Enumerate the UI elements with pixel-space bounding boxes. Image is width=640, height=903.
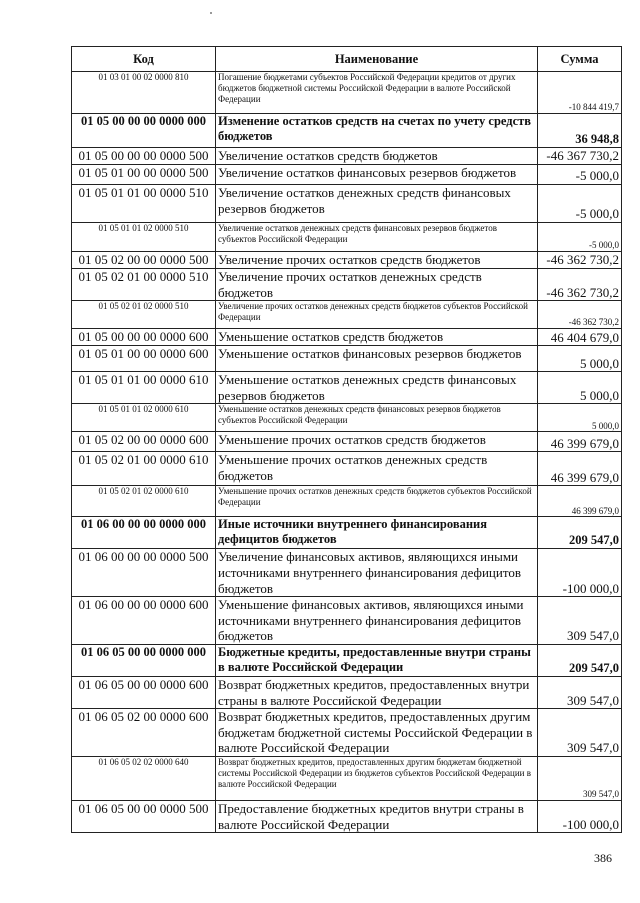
row-code: 01 05 01 01 00 0000 510	[72, 185, 216, 223]
row-sum: -46 362 730,2	[538, 301, 622, 329]
row-name: Уменьшение финансовых активов, являющихся иными источниками внутреннего финансирования дефицитов бюджетов	[216, 597, 538, 645]
row-sum: -100 000,0	[538, 800, 622, 832]
row-code: 01 05 02 00 00 0000 500	[72, 252, 216, 269]
table-row	[72, 372, 622, 404]
row-code: 01 05 00 00 00 0000 600	[72, 329, 216, 346]
table-row	[72, 269, 622, 301]
row-name: Уменьшение остатков финансовых резервов бюджетов	[216, 346, 538, 372]
row-code: 01 05 01 00 00 0000 500	[72, 165, 216, 185]
row-code: 01 03 01 00 02 0000 810	[72, 72, 216, 114]
row-sum: 5 000,0	[538, 346, 622, 372]
table-row	[72, 452, 622, 486]
table-row	[72, 517, 622, 549]
row-sum: 36 948,8	[538, 114, 622, 148]
row-sum: -5 000,0	[538, 223, 622, 252]
row-sum: -5 000,0	[538, 165, 622, 185]
row-sum: -5 000,0	[538, 185, 622, 223]
row-code: 01 05 00 00 00 0000 500	[72, 148, 216, 165]
row-name: Возврат бюджетных кредитов, предоставленных другим бюджетам бюджетной системы Российской Федерации в валюте Российской Федерации	[216, 709, 538, 757]
row-name: Увеличение прочих остатков средств бюджетов	[216, 252, 538, 269]
row-name: Увеличение прочих остатков денежных средств бюджетов субъектов Российской Федерации	[216, 301, 538, 329]
budget-sources-table	[71, 46, 622, 833]
row-code: 01 05 01 00 00 0000 600	[72, 346, 216, 372]
table-row	[72, 486, 622, 517]
row-code: 01 06 00 00 00 0000 600	[72, 597, 216, 645]
row-sum: -46 362 730,2	[538, 252, 622, 269]
row-name: Изменение остатков средств на счетах по учету средств бюджетов	[216, 114, 538, 148]
row-name: Иные источники внутреннего финансирования дефицитов бюджетов	[216, 517, 538, 549]
row-name: Увеличение прочих остатков денежных средств бюджетов	[216, 269, 538, 301]
row-sum: -10 844 419,7	[538, 72, 622, 114]
table-row	[72, 644, 622, 676]
row-name: Уменьшение прочих остатков денежных средств бюджетов субъектов Российской Федерации	[216, 486, 538, 517]
row-sum: 309 547,0	[538, 709, 622, 757]
table-row	[72, 709, 622, 757]
table-row	[72, 756, 622, 800]
row-name: Уменьшение остатков средств бюджетов	[216, 329, 538, 346]
row-name: Уменьшение остатков денежных средств финансовых резервов бюджетов	[216, 372, 538, 404]
page-number: 386	[594, 851, 612, 865]
row-name: Увеличение остатков денежных средств финансовых резервов бюджетов субъектов Российской Федерации	[216, 223, 538, 252]
row-sum: 309 547,0	[538, 756, 622, 800]
row-sum: 46 404 679,0	[538, 329, 622, 346]
table-row	[72, 185, 622, 223]
row-code: 01 06 00 00 00 0000 000	[72, 517, 216, 549]
row-code: 01 05 02 01 00 0000 510	[72, 269, 216, 301]
row-name: Бюджетные кредиты, предоставленные внутри страны в валюте Российской Федерации	[216, 644, 538, 676]
row-name: Возврат бюджетных кредитов, предоставленных внутри страны в валюте Российской Федерации	[216, 676, 538, 708]
row-name: Уменьшение остатков денежных средств финансовых резервов бюджетов субъектов Российской Федерации	[216, 404, 538, 432]
row-code: 01 05 01 01 00 0000 610	[72, 372, 216, 404]
table-row	[72, 114, 622, 148]
row-code: 01 05 02 01 02 0000 610	[72, 486, 216, 517]
row-name: Предоставление бюджетных кредитов внутри страны в валюте Российской Федерации	[216, 800, 538, 832]
header-sum: Сумма	[538, 47, 622, 72]
table-row	[72, 301, 622, 329]
row-sum: 5 000,0	[538, 372, 622, 404]
table-row	[72, 800, 622, 832]
row-name: Увеличение финансовых активов, являющихся иными источниками внутреннего финансирования дефицитов бюджетов	[216, 549, 538, 597]
row-sum: 209 547,0	[538, 644, 622, 676]
table-row	[72, 346, 622, 372]
row-name: Увеличение остатков средств бюджетов	[216, 148, 538, 165]
table-row	[72, 252, 622, 269]
table-row	[72, 223, 622, 252]
table-row	[72, 72, 622, 114]
row-sum: 309 547,0	[538, 597, 622, 645]
row-code: 01 05 02 01 02 0000 510	[72, 301, 216, 329]
row-sum: 5 000,0	[538, 404, 622, 432]
row-code: 01 06 05 02 00 0000 600	[72, 709, 216, 757]
row-name: Возврат бюджетных кредитов, предоставленных другим бюджетам бюджетной системы Российской Федерации из бюджетов субъектов Российской Федерации в валюте Российской Федерации	[216, 756, 538, 800]
row-code: 01 06 00 00 00 0000 500	[72, 549, 216, 597]
row-sum: -46 362 730,2	[538, 269, 622, 301]
table-row	[72, 676, 622, 708]
row-code: 01 05 00 00 00 0000 000	[72, 114, 216, 148]
table-row	[72, 597, 622, 645]
header-name: Наименование	[216, 47, 538, 72]
row-code: 01 05 01 01 02 0000 610	[72, 404, 216, 432]
table-row	[72, 549, 622, 597]
row-code: 01 05 01 01 02 0000 510	[72, 223, 216, 252]
scan-speck	[210, 12, 212, 14]
row-sum: 46 399 679,0	[538, 486, 622, 517]
row-sum: 209 547,0	[538, 517, 622, 549]
row-name: Уменьшение прочих остатков средств бюджетов	[216, 432, 538, 452]
row-code: 01 06 05 02 02 0000 640	[72, 756, 216, 800]
row-sum: 309 547,0	[538, 676, 622, 708]
row-code: 01 06 05 00 00 0000 600	[72, 676, 216, 708]
header-code: Код	[72, 47, 216, 72]
table-row	[72, 148, 622, 165]
table-row	[72, 329, 622, 346]
row-code: 01 06 05 00 00 0000 500	[72, 800, 216, 832]
table-row	[72, 404, 622, 432]
row-name: Увеличение остатков денежных средств финансовых резервов бюджетов	[216, 185, 538, 223]
row-sum: 46 399 679,0	[538, 452, 622, 486]
row-name: Увеличение остатков финансовых резервов бюджетов	[216, 165, 538, 185]
row-code: 01 06 05 00 00 0000 000	[72, 644, 216, 676]
table-header-row	[72, 47, 622, 72]
row-sum: -46 367 730,2	[538, 148, 622, 165]
row-sum: 46 399 679,0	[538, 432, 622, 452]
row-code: 01 05 02 00 00 0000 600	[72, 432, 216, 452]
table-row	[72, 165, 622, 185]
row-code: 01 05 02 01 00 0000 610	[72, 452, 216, 486]
row-name: Уменьшение прочих остатков денежных средств бюджетов	[216, 452, 538, 486]
table-row	[72, 432, 622, 452]
row-sum: -100 000,0	[538, 549, 622, 597]
row-name: Погашение бюджетами субъектов Российской Федерации кредитов от других бюджетов бюджетной системы Российской Федерации в валюте Российской Федерации	[216, 72, 538, 114]
